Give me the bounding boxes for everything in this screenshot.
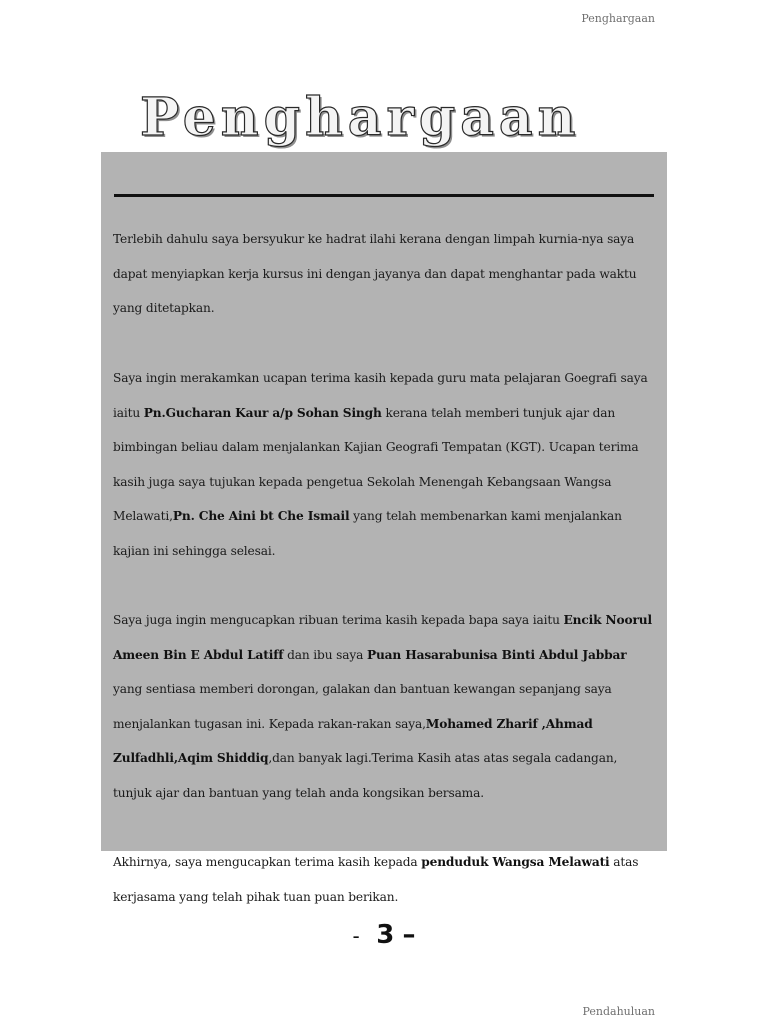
paragraph-closing bbox=[113, 845, 658, 914]
mother-name: Puan Hasarabunisa Binti Abdul Jabbar bbox=[366, 647, 627, 662]
paragraph-text: yang telah membenarkan kami menjalankan kajian ini sehingga selesai. bbox=[113, 509, 622, 558]
page-number-dash-left: - bbox=[352, 924, 360, 948]
paragraph-text: yang sentiasa memberi dorongan, galakan dan bantuan kewangan sepanjang saya menjalankan tugasan ini. Kepada rakan-rakan saya, bbox=[113, 682, 612, 731]
paragraph-text: atas kerjasama yang telah pihak tuan puan berikan. bbox=[113, 855, 639, 904]
page-title: Penghargaan bbox=[140, 87, 581, 148]
paragraph-text: kerana telah memberi tunjuk ajar dan bimbingan beliau dalam menjalankan Kajian Geografi Tempatan (KGT). Ucapan terima kasih juga saya tujukan kepada pengetua Sekolah Menengah Kebangsaan Wangsa Melawati, bbox=[113, 405, 639, 524]
page-number-value: 3 bbox=[376, 920, 395, 950]
community-name: penduduk Wangsa Melawati bbox=[421, 855, 610, 869]
page-number-dash-right: – bbox=[402, 920, 416, 950]
paragraph-text: ,dan banyak lagi.Terima Kasih atas atas segala cadangan, tunjuk ajar dan bantuan yang telah anda kongsikan bersama. bbox=[113, 751, 618, 800]
paragraph-text: Saya ingin merakamkan ucapan terima kasih kepada guru mata pelajaran Goegrafi saya iaitu bbox=[113, 371, 648, 420]
principal-name: Pn. Che Aini bt Che Ismail bbox=[172, 509, 350, 524]
paragraph-intro bbox=[113, 222, 658, 326]
page-number bbox=[0, 920, 768, 950]
paragraph-text: dan ibu saya bbox=[283, 647, 367, 662]
title-underline-rule bbox=[114, 194, 654, 197]
father-name: Encik Noorul Ameen Bin E Abdul Latiff bbox=[113, 613, 652, 662]
header-section-label: Penghargaan bbox=[581, 12, 655, 25]
teacher-name: Pn.Gucharan Kaur a/p Sohan Singh bbox=[143, 405, 382, 420]
paragraph-text: Akhirnya, saya mengucapkan terima kasih kepada bbox=[113, 855, 422, 869]
footer-section-label: Pendahuluan bbox=[582, 1005, 655, 1018]
paragraph-text: Saya juga ingin mengucapkan ribuan terima kasih kepada bapa saya iaitu bbox=[113, 613, 564, 627]
paragraph-teachers bbox=[113, 361, 658, 569]
friends-names: Mohamed Zharif ,Ahmad Zulfadhli,Aqim Shiddiq bbox=[113, 716, 593, 766]
paragraph-family-friends bbox=[113, 603, 658, 811]
paragraph-text: Terlebih dahulu saya bersyukur ke hadrat ilahi kerana dengan limpah kurnia-nya saya dapat menyiapkan kerja kursus ini dengan jayanya dan dapat menghantar pada waktu yang ditetapkan. bbox=[113, 232, 637, 316]
